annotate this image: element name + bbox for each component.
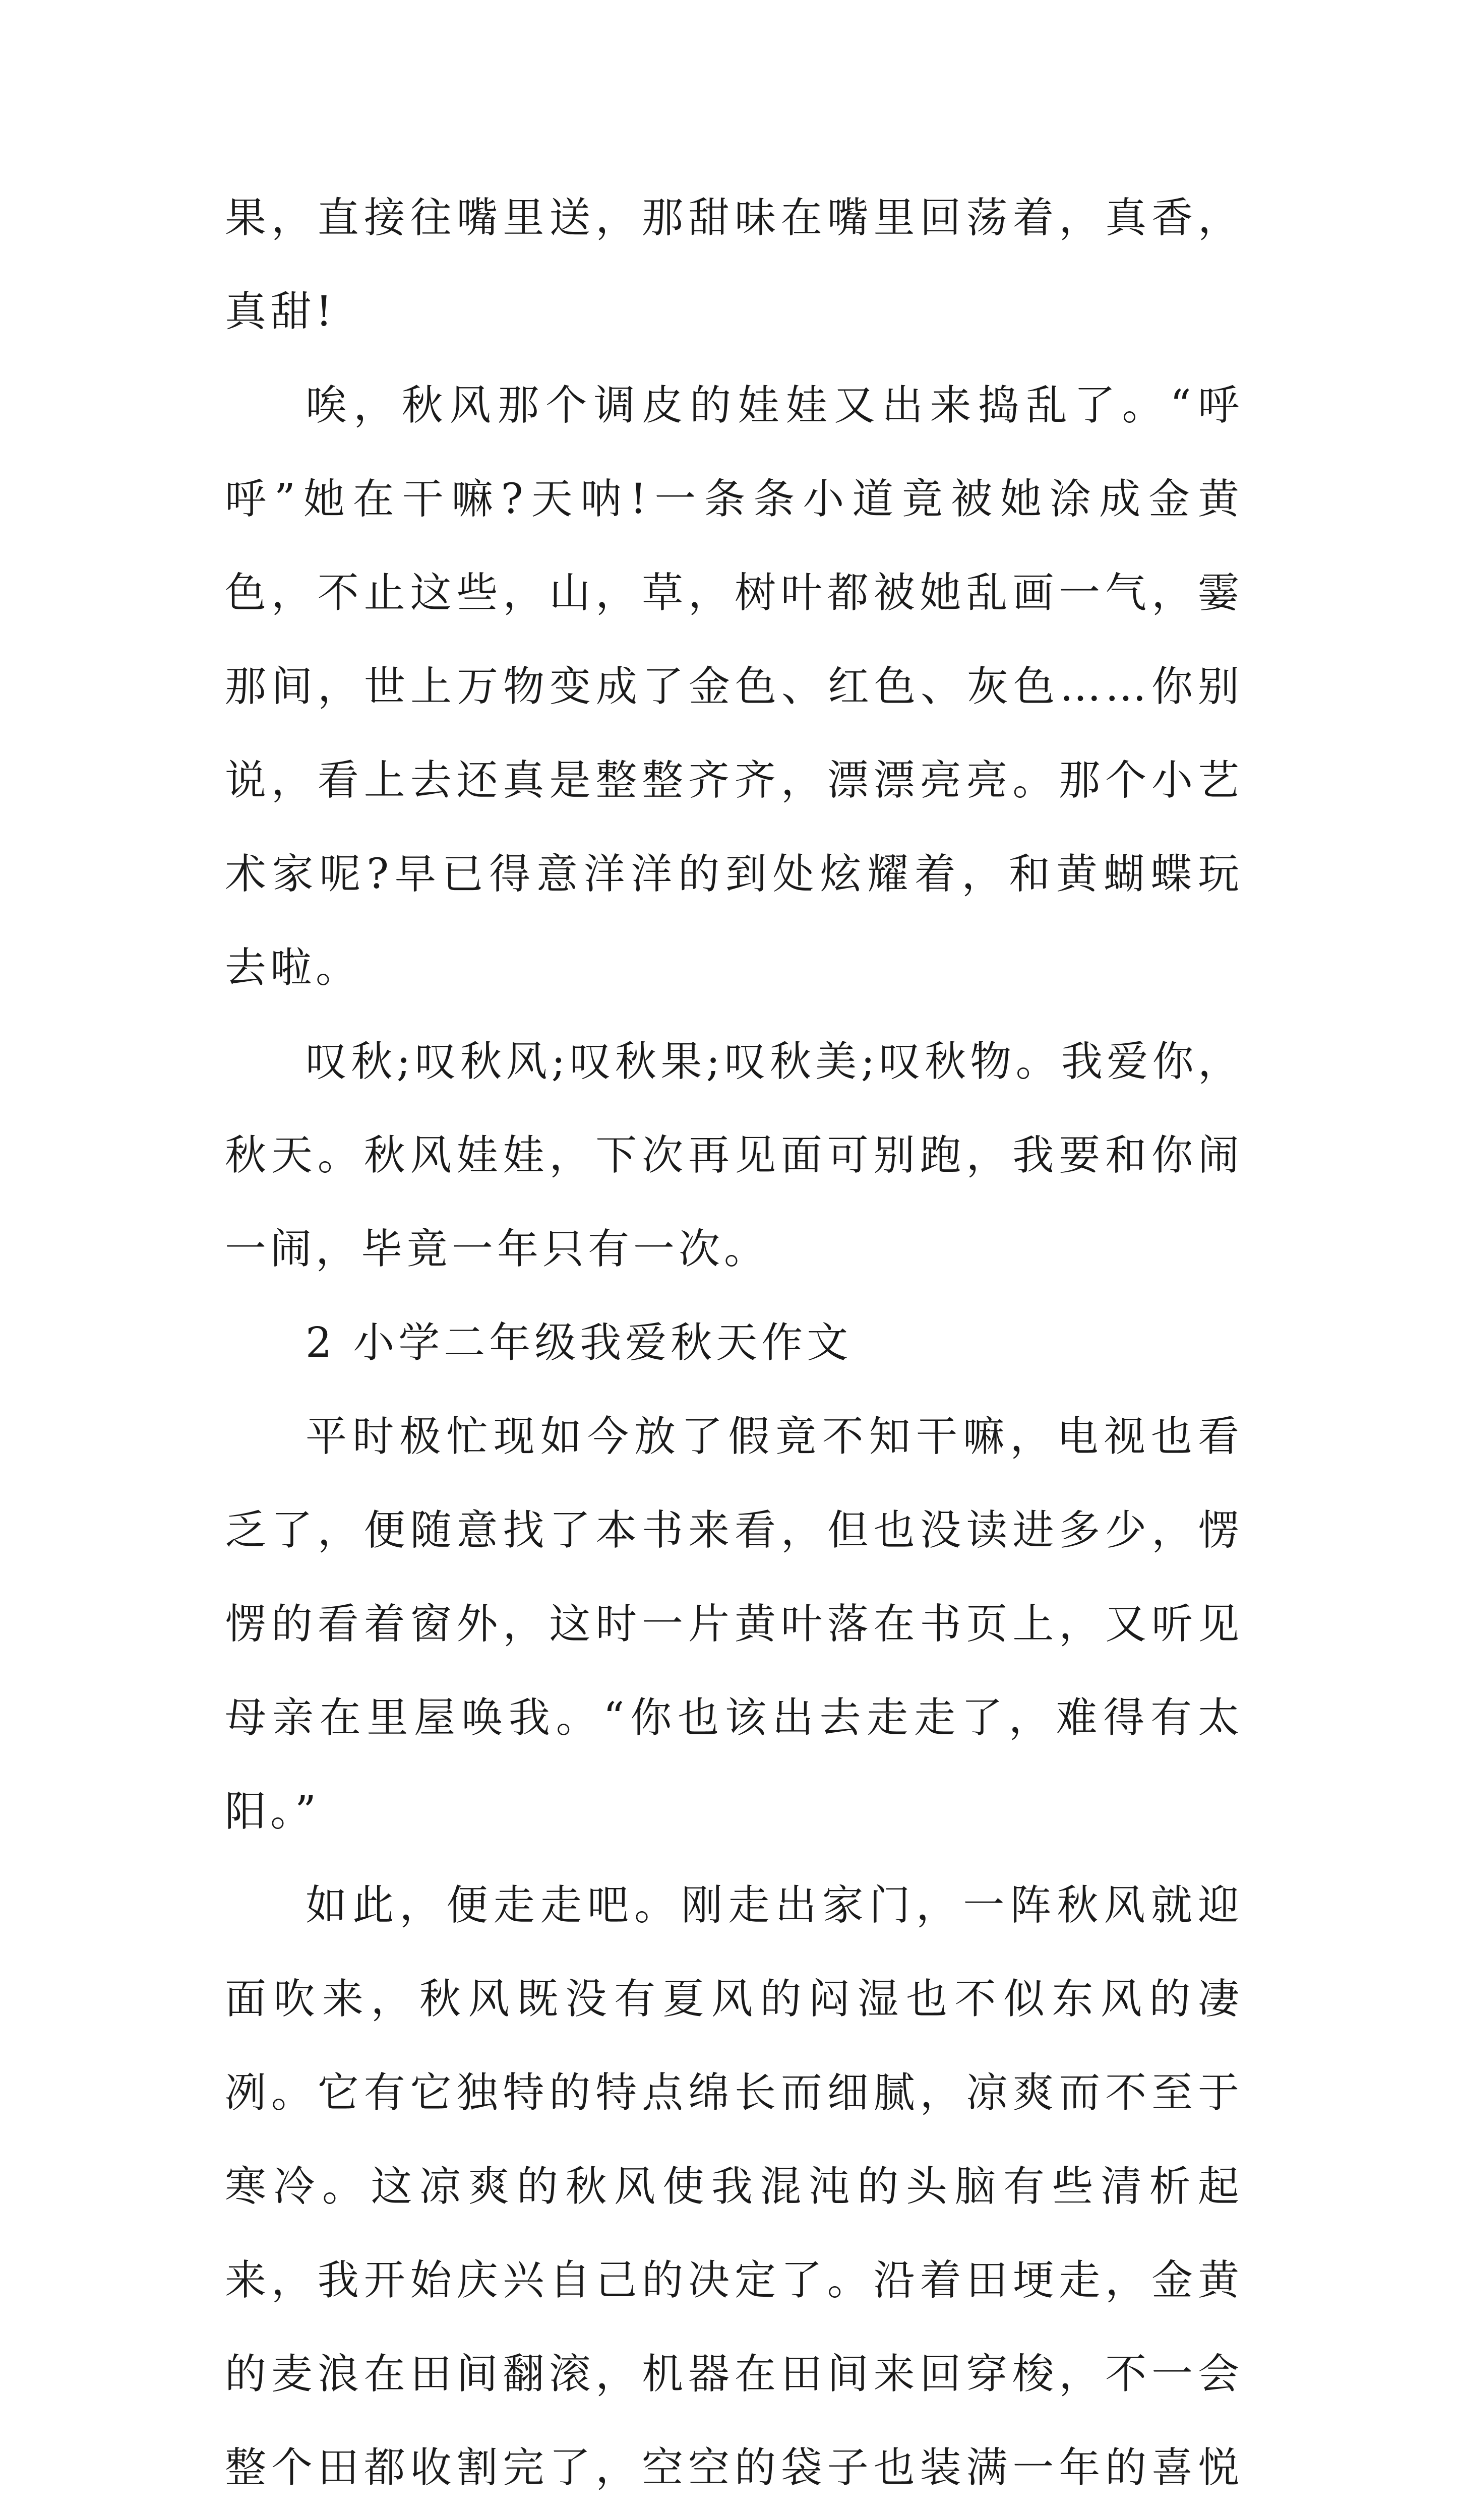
section-heading: 2 小学二年级我爱秋天作文 [306, 1319, 853, 1367]
paragraph-4: 平时极忙现如今放了假竟不知干嘛，电视也看乏了，便随意找了本书来看，但也没读进多少，愣愣的看着窗外，这时一片黄叶落在书页上，又听见母亲在里屋唤我。“你也该出去走走了，难得有太阳。” [225, 1413, 1243, 1836]
paragraph-1: 果，直接往嘴里送，那甜味在嘴里回荡着，真香，真甜! [225, 194, 1243, 336]
paragraph-2: 唉，秋风那个调皮的娃娃又出来捣乱了。“呼呼”她在干嘛?天呐!一条条小道竟被她涂成金黄色，不止这些，山，草，树叶都被她乱画一气，霎那间，世上万物变成了金色、红色、灰色……你别说，看上去还真是整整齐齐，漂漂亮亮。那个小艺术家呢?早已得意洋洋的到处炫耀着，和黄蝴蝶玩去啦。 [225, 382, 1243, 992]
paragraph-3: 叹秋;叹秋风;叹秋果;叹秋美;叹秋物。我爱你，秋天。秋风娃娃，下次再见面可别跑，我要和你闹一闹，毕竟一年只有一次。 [225, 1038, 1243, 1273]
document-body [225, 171, 1243, 2520]
paragraph-5: 如此，便走走吧。刚走出家门，一阵秋风就迎面吹来，秋风既没有夏风的闷湿也不似东风的凄冽。它有它独特的特点绵长而细腻，凉爽而不至于寒冷。这凉爽的秋风使我混沌的头脑有些清析起来，我开始庆兴自己的决定了。沿着田埂走，金黄的麦浪在田间翻滚，机器在田间来回穿梭，不一会整个田都收割完了，空空的袋子也装满一年的喜悦 [225, 1881, 1243, 2492]
